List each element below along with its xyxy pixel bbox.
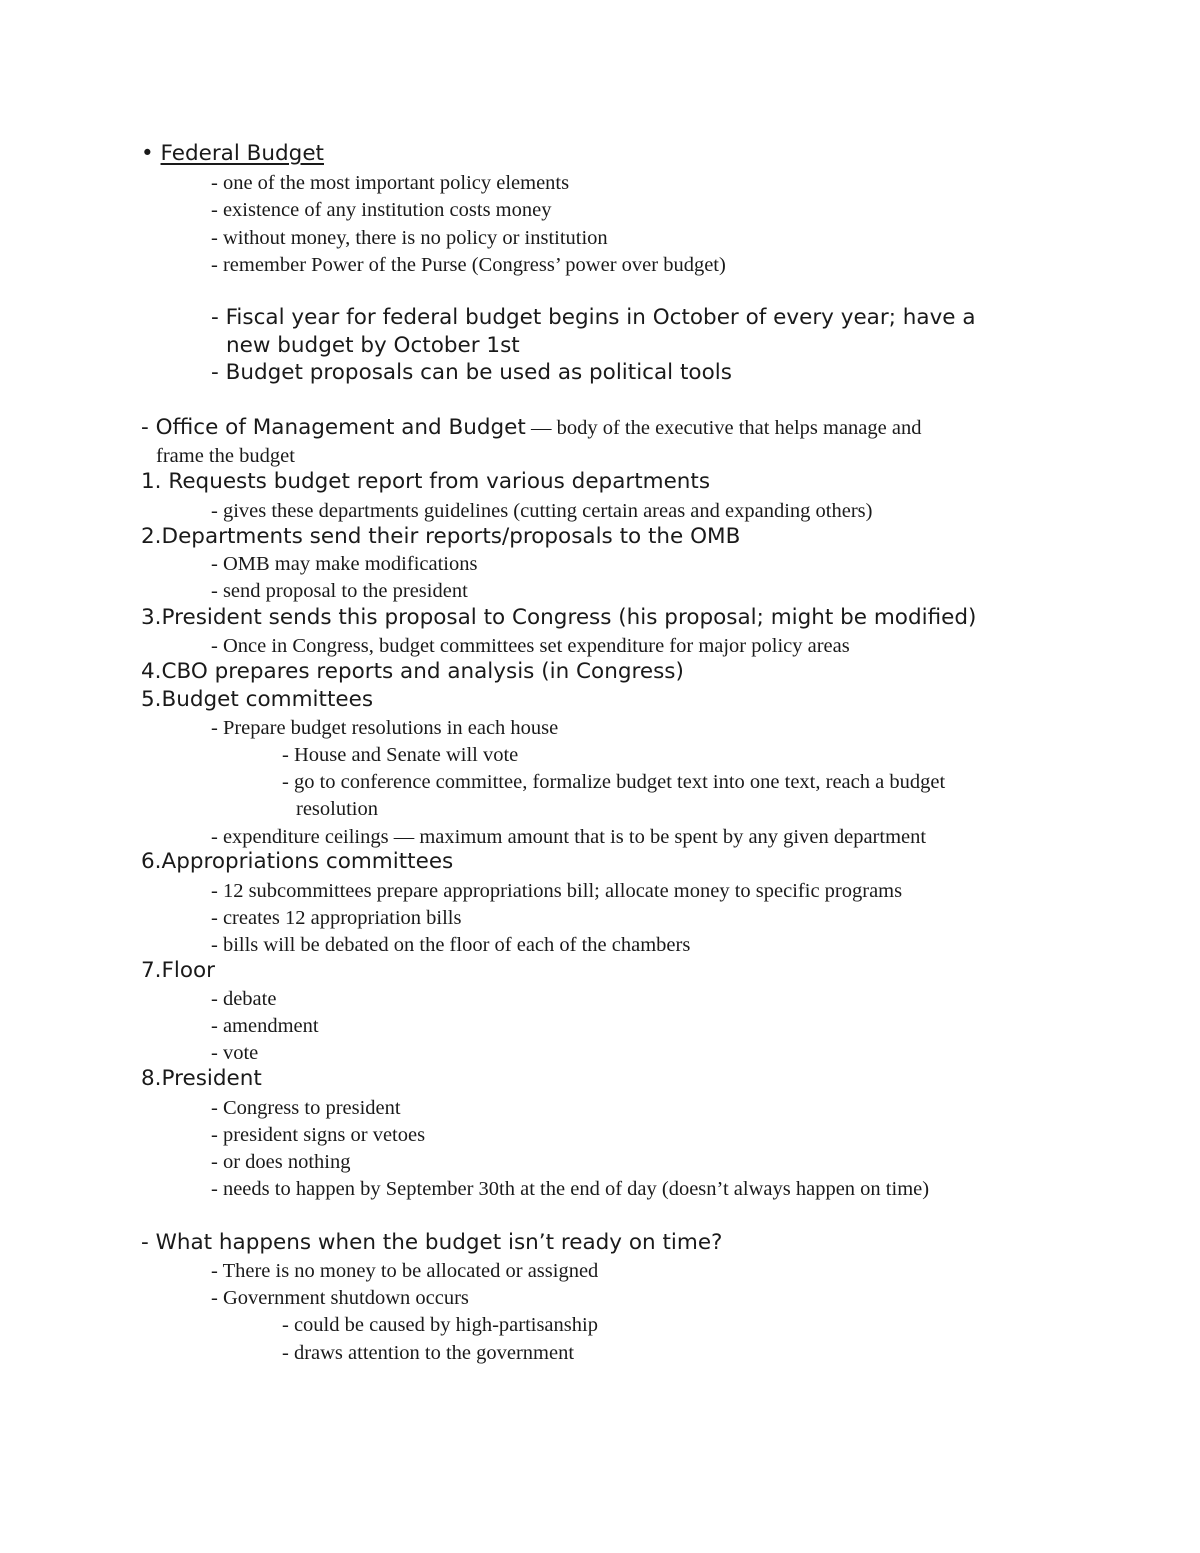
not-ready-subpoint-2: - draws attention to the government <box>282 1342 575 1364</box>
step-3-point: - Once in Congress, budget committees set expenditure for major policy areas <box>211 635 850 657</box>
omb-definition: - Office of Management and Budget — body of the executive that helps manage and <box>141 415 922 440</box>
step-5-heading: 5.Budget committees <box>141 687 374 712</box>
fiscal-year-line-2: new budget by October 1st <box>226 333 520 358</box>
step-5-subpoint-2: - go to conference committee, formalize budget text into one text, reach a budget <box>282 771 946 793</box>
step-5-subpoint-2-cont: resolution <box>296 798 378 820</box>
omb-definition-cont: frame the budget <box>156 445 295 467</box>
political-tools-line: - Budget proposals can be used as political tools <box>211 360 732 385</box>
step-6-point-b: - creates 12 appropriation bills <box>211 907 462 929</box>
step-5-point-a: - Prepare budget resolutions in each house <box>211 717 559 739</box>
step-8-heading: 8.President <box>141 1066 262 1091</box>
not-ready-subpoint-1: - could be caused by high-partisanship <box>282 1314 598 1336</box>
step-8-point-d: - needs to happen by September 30th at the end of day (doesn’t always happen on time) <box>211 1178 930 1200</box>
step-5-subpoint-1: - House and Senate will vote <box>282 744 519 766</box>
step-4-heading: 4.CBO prepares reports and analysis (in Congress) <box>141 659 684 684</box>
budget-point-4: - remember Power of the Purse (Congress’ power over budget) <box>211 254 726 276</box>
step-5-point-b: - expenditure ceilings — maximum amount that is to be spent by any given department <box>211 826 927 848</box>
step-6-point-c: - bills will be debated on the floor of each of the chambers <box>211 934 691 956</box>
step-6-heading: 6.Appropriations committees <box>141 849 454 874</box>
not-ready-heading: - What happens when the budget isn’t ready on time? <box>141 1230 723 1255</box>
step-1-heading: 1. Requests budget report from various departments <box>141 469 711 494</box>
not-ready-point-a: - There is no money to be allocated or assigned <box>211 1260 599 1282</box>
fiscal-year-line-1: - Fiscal year for federal budget begins in October of every year; have a <box>211 305 976 330</box>
step-2-point-b: - send proposal to the president <box>211 580 468 602</box>
step-3-heading: 3.President sends this proposal to Congress (his proposal; might be modified) <box>141 605 977 630</box>
federal-budget-heading <box>141 142 324 167</box>
step-8-point-a: - Congress to president <box>211 1097 401 1119</box>
step-8-point-b: - president signs or vetoes <box>211 1124 426 1146</box>
not-ready-point-b: - Government shutdown occurs <box>211 1287 469 1309</box>
federal-budget-title: Federal Budget <box>160 141 324 166</box>
budget-point-3: - without money, there is no policy or institution <box>211 227 608 249</box>
bullet: • <box>141 141 154 166</box>
step-7-point-c: - vote <box>211 1042 259 1064</box>
step-7-heading: 7.Floor <box>141 958 216 983</box>
step-8-point-c: - or does nothing <box>211 1151 351 1173</box>
budget-point-1: - one of the most important policy elements <box>211 172 570 194</box>
step-6-point-a: - 12 subcommittees prepare appropriations bill; allocate money to specific programs <box>211 880 903 902</box>
step-2-point-a: - OMB may make modifications <box>211 553 478 575</box>
step-1-point: - gives these departments guidelines (cutting certain areas and expanding others) <box>211 500 873 522</box>
omb-term: Office of Management and Budget <box>155 415 526 440</box>
budget-point-2: - existence of any institution costs money <box>211 199 552 221</box>
step-7-point-a: - debate <box>211 988 277 1010</box>
step-7-point-b: - amendment <box>211 1015 319 1037</box>
step-2-heading: 2.Departments send their reports/proposals to the OMB <box>141 524 741 549</box>
